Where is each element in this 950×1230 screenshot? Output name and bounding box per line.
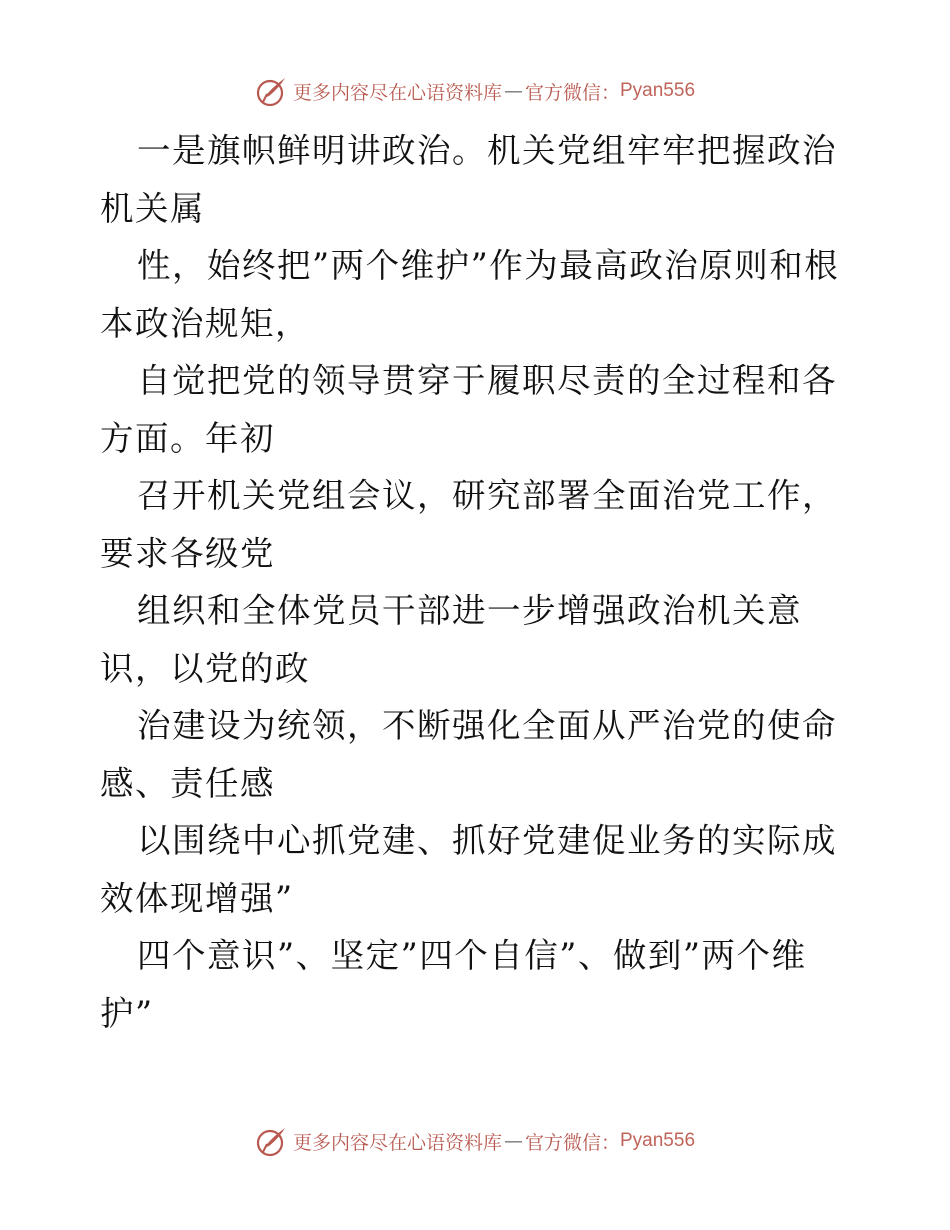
paragraph-1: 一是旗帜鲜明讲政治。机关党组牢牢把握政治机关属	[100, 131, 837, 228]
quill-pen-logo-icon	[255, 74, 289, 108]
document-body	[100, 122, 860, 1042]
banner-site-text: 更多内容尽在心语资料库	[292, 1131, 502, 1154]
paragraph-5: 组织和全体党员干部进一步增强政治机关意识，以党的政	[100, 591, 802, 688]
banner-wechat-id: Pyan556	[620, 1130, 696, 1151]
paragraph-4: 召开机关党组会议，研究部署全面治党工作，要求各级党	[100, 476, 837, 573]
quill-pen-logo-icon	[255, 1124, 289, 1158]
banner-wechat-id: Pyan556	[620, 80, 696, 101]
banner-wechat-label: 官方微信：	[524, 81, 620, 104]
paragraph-7: 以围绕中心抓党建、抓好党建促业务的实际成效体现增强”	[100, 821, 837, 918]
paragraph-6: 治建设为统领，不断强化全面从严治党的使命感、责任感	[100, 706, 837, 803]
footer-banner	[0, 1124, 950, 1158]
paragraph-2: 性，始终把”两个维护”作为最高政治原则和根本政治规矩，	[100, 246, 840, 343]
banner-separator: —	[503, 1130, 523, 1152]
paragraph-3: 自觉把党的领导贯穿于履职尽责的全过程和各方面。年初	[100, 361, 837, 458]
header-banner	[0, 74, 950, 108]
banner-wechat-label: 官方微信：	[524, 1131, 620, 1154]
banner-site-text: 更多内容尽在心语资料库	[292, 81, 502, 104]
banner-separator: —	[503, 80, 523, 102]
paragraph-8: 四个意识”、坚定”四个自信”、做到”两个维护”	[100, 936, 807, 1033]
